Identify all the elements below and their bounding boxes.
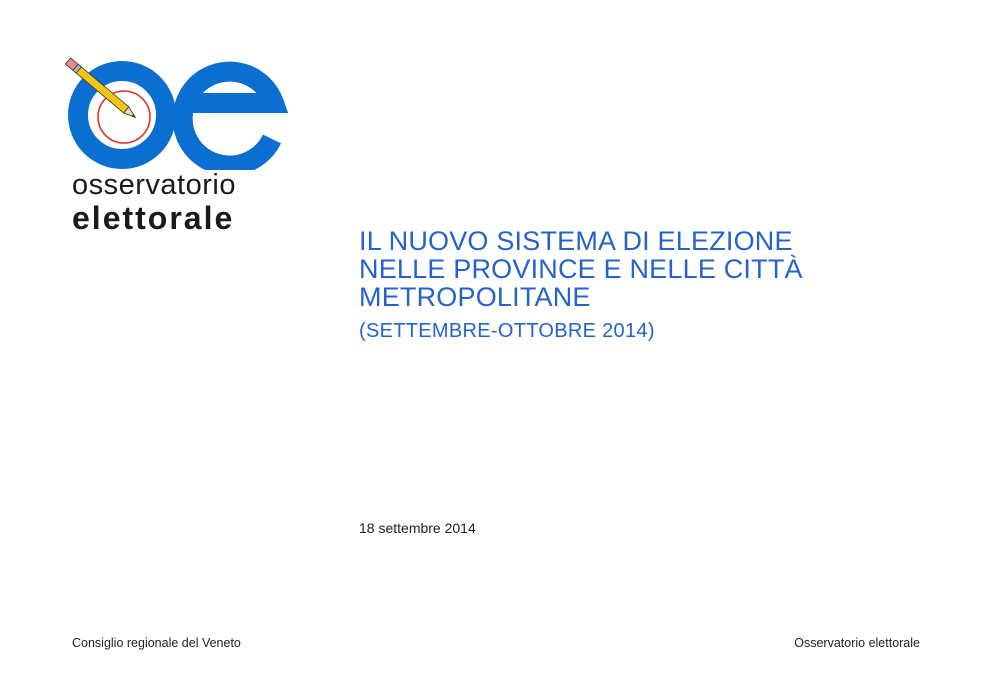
presentation-date: 18 settembre 2014 <box>359 520 476 536</box>
presentation-title <box>359 227 959 343</box>
oe-logo-icon <box>60 55 290 170</box>
title-line-3: METROPOLITANE <box>359 282 591 312</box>
logo-text-elettorale: elettorale <box>72 200 235 236</box>
logo-text-osservatorio: osservatorio <box>72 169 236 201</box>
footer-left-text: Consiglio regionale del Veneto <box>72 636 241 650</box>
osservatorio-logo <box>60 55 290 245</box>
title-subtitle: (SETTEMBRE-OTTOBRE 2014) <box>359 320 655 342</box>
footer-right-text: Osservatorio elettorale <box>794 636 920 650</box>
title-line-1: IL NUOVO SISTEMA DI ELEZIONE <box>359 226 793 256</box>
title-line-2: NELLE PROVINCE E NELLE CITTÀ <box>359 254 803 284</box>
